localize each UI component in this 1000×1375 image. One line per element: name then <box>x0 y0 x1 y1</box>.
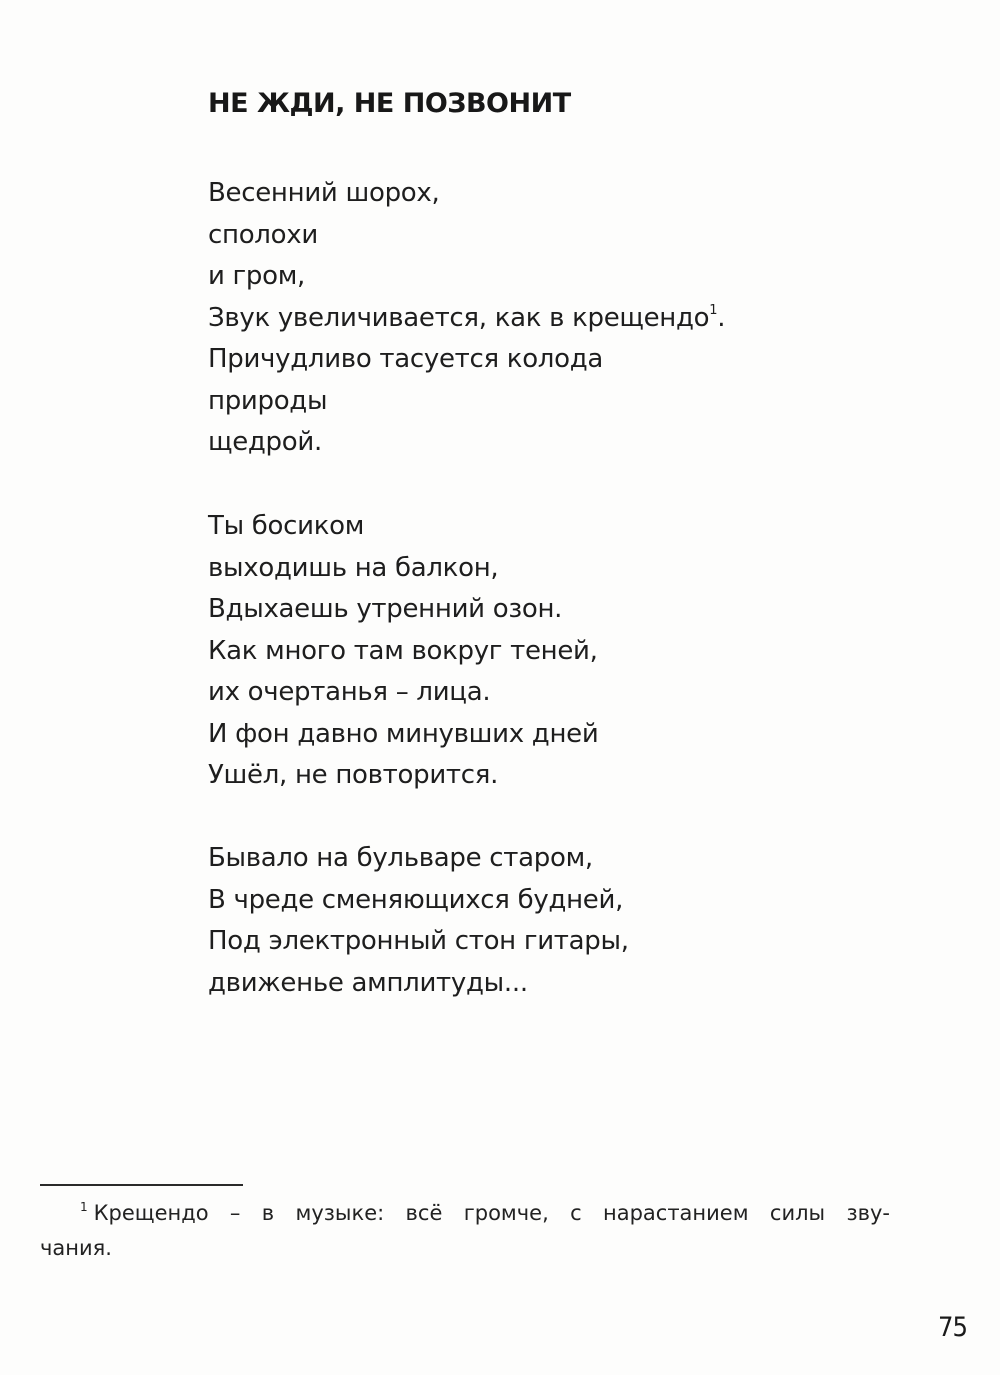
verse-line: Весенний шорох, <box>208 178 440 208</box>
verse-line: и гром, <box>208 261 306 291</box>
verse-line-text: Звук увеличивается, как в крещендо <box>208 302 710 333</box>
page-number: 75 <box>938 1312 967 1343</box>
footnote-divider <box>40 1184 243 1186</box>
poem-title: НЕ ЖДИ, НЕ ПОЗВОНИТ <box>208 88 571 119</box>
verse-line: Бывало на бульваре старом, <box>208 843 593 873</box>
verse-line-tail: . <box>717 302 726 333</box>
footnote-line-2: чания. <box>40 1236 112 1260</box>
verse-line: их очертанья – лица. <box>208 677 491 707</box>
footnote-line-1 <box>40 1196 890 1231</box>
verse-line: выходишь на балкон, <box>208 552 499 583</box>
verse-line: движенье амплитуды... <box>208 967 528 998</box>
verse-line: Под электронный стон гитары, <box>208 926 629 956</box>
verse-line: И фон давно минувших дней <box>208 718 599 749</box>
stanza-3 <box>208 838 629 1004</box>
stanza-1 <box>208 173 725 464</box>
footnote <box>40 1196 890 1266</box>
verse-line: Вдыхаешь утренний озон. <box>208 594 563 624</box>
verse-line: природы <box>208 385 328 416</box>
footnote-marker: 1 <box>80 1200 88 1214</box>
footnote-text-1: Крещендо – в музыке: всё громче, с нарастанием силы зву- <box>93 1201 890 1225</box>
verse-line-with-footnote <box>208 298 725 340</box>
verse-line: сполохи <box>208 219 318 250</box>
verse-line: Ушёл, не повторится. <box>208 760 499 790</box>
verse-line: В чреде сменяющихся будней, <box>208 884 624 915</box>
stanza-2 <box>208 506 598 797</box>
footnote-reference[interactable]: 1 <box>709 302 718 318</box>
verse-line: Ты босиком <box>208 511 365 541</box>
verse-line: щедрой. <box>208 427 322 457</box>
verse-line: Как много там вокруг теней, <box>208 635 598 666</box>
verse-line: Причудливо тасуется колода <box>208 344 604 374</box>
